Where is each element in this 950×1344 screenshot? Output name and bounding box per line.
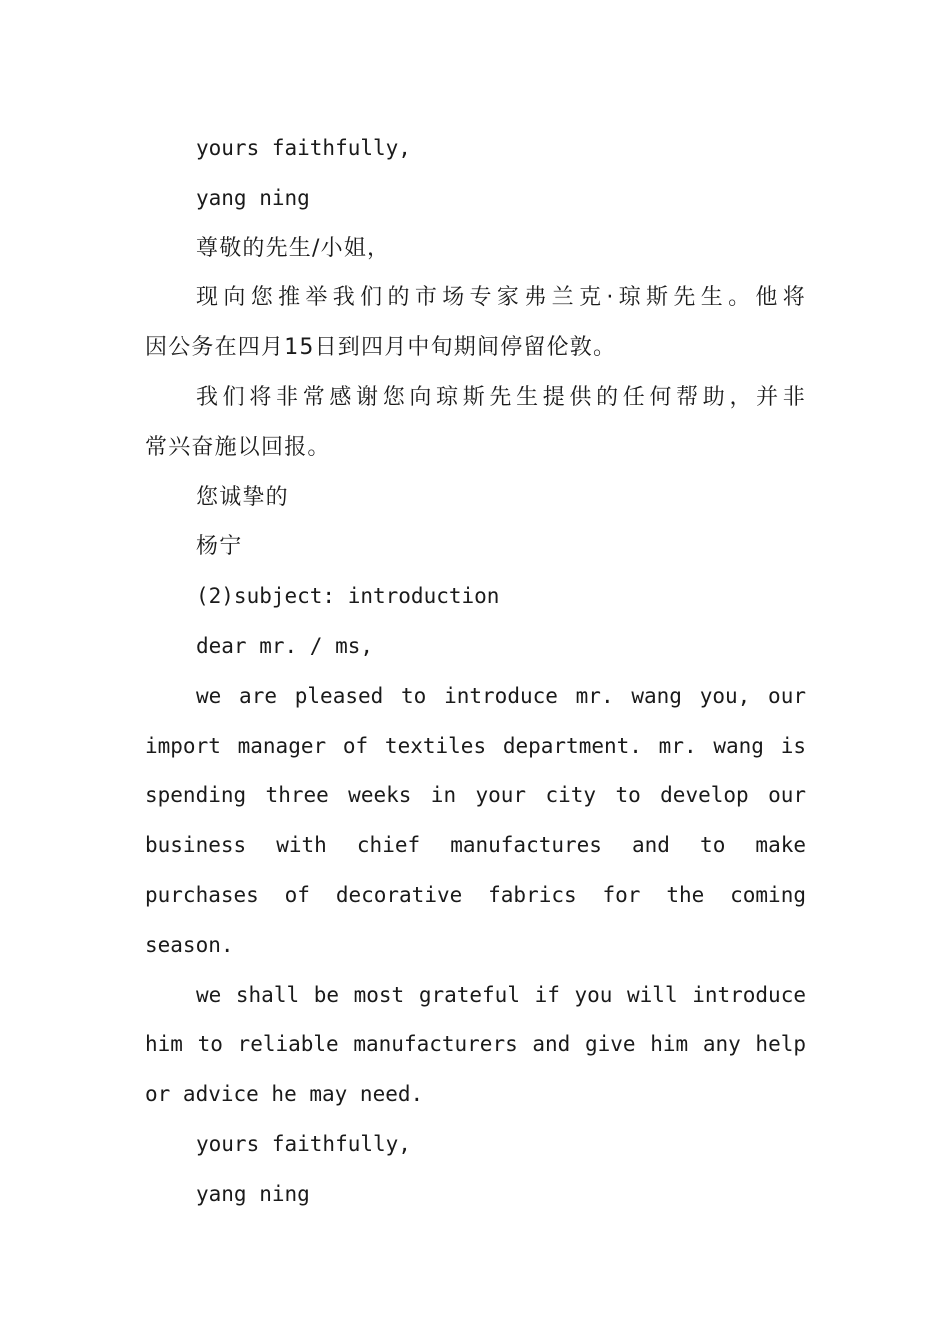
text-line: business with chief manufactures and to make [145, 833, 806, 858]
text-line: spending three weeks in your city to develop our [145, 783, 806, 808]
text-line: 常兴奋施以回报。 [145, 434, 331, 460]
letter-body [145, 124, 806, 1220]
text-line: 现向您推举我们的市场专家弗兰克·琼斯先生。他将 [196, 285, 806, 311]
text-line: yours faithfully, [196, 1131, 411, 1156]
text-line: 杨宁 [196, 534, 243, 560]
text-line: or advice he may need. [145, 1082, 424, 1107]
text-line: 您诚挚的 [196, 484, 289, 510]
text-line: we shall be most grateful if you will introduce [196, 982, 806, 1007]
text-line: yang ning [196, 185, 310, 210]
text-line: yours faithfully, [196, 136, 411, 160]
text-line: him to reliable manufacturers and give him any help [145, 1032, 806, 1057]
text-line: purchases of decorative fabrics for the coming [145, 882, 806, 907]
text-line: (2)subject: introduction [196, 584, 500, 609]
text-line: dear mr. / ms, [196, 633, 374, 658]
text-line: import manager of textiles department. mr. wang is [145, 733, 806, 758]
text-line: we are pleased to introduce mr. wang you, our [196, 683, 806, 708]
text-line: 尊敬的先生/小姐， [196, 235, 391, 261]
text-line: yang ning [196, 1181, 310, 1206]
text-line: season. [145, 932, 234, 957]
text-line: 我们将非常感谢您向琼斯先生提供的任何帮助，并非 [196, 384, 806, 410]
text-line: 因公务在四月15日到四月中旬期间停留伦敦。 [145, 335, 617, 361]
